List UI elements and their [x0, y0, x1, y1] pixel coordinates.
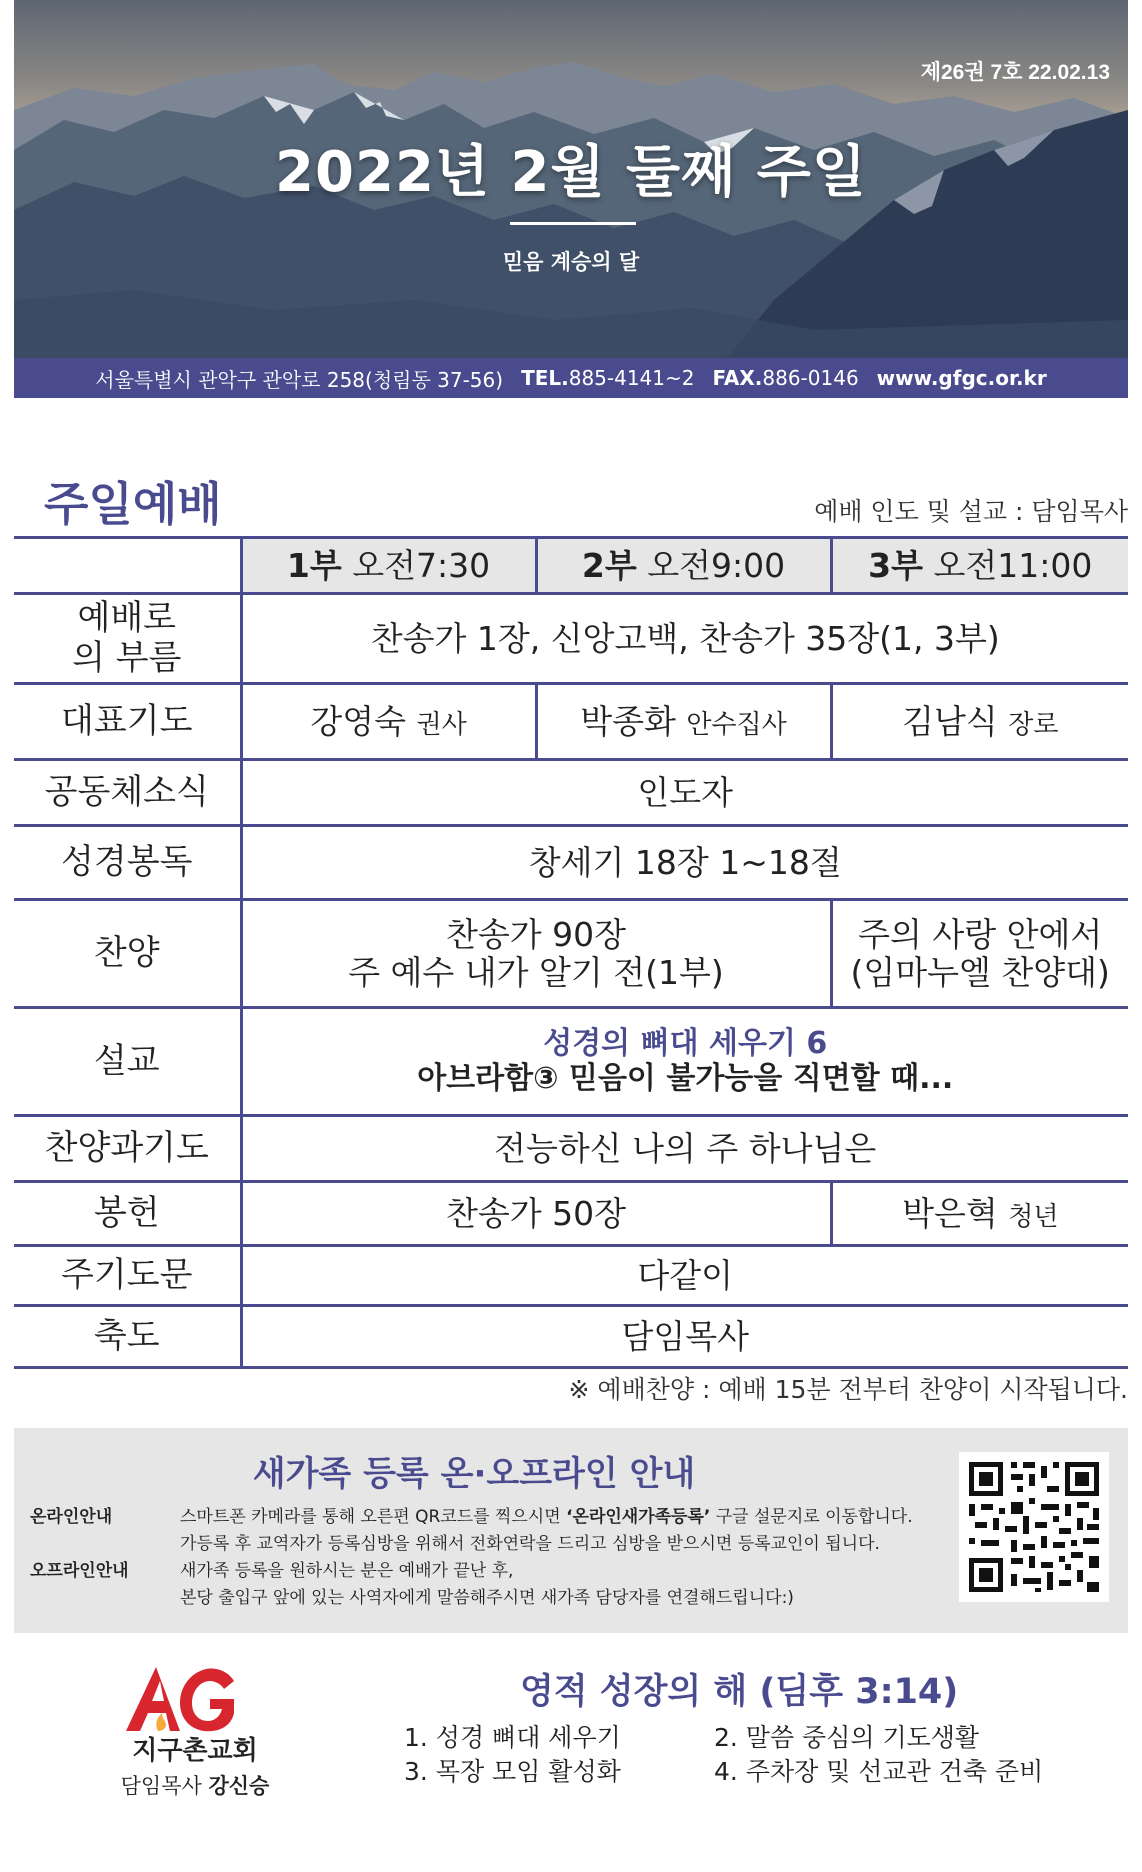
praise-and-prayer: 전능하신 나의 주 하나님은: [241, 1116, 1128, 1182]
service-3: 3부 오전11:00: [831, 538, 1128, 594]
praise-hymn: 찬송가 90장 주 예수 내가 알기 전(1부): [241, 900, 831, 1008]
offline-text: 새가족 등록을 원하시는 분은 예배가 끝난 후, 본당 출입구 앞에 있는 사역자에게 말씀해주시면 새가족 담당자를 연결해드립니다:): [180, 1561, 794, 1608]
table-row: [14, 900, 1128, 1008]
church-fax: FAX.886-0146: [712, 366, 859, 390]
call-to-worship: 찬송가 1장, 신앙고백, 찬송가 35장(1, 3부): [241, 594, 1128, 684]
offline-label: 오프라인안내: [30, 1561, 129, 1581]
goal-item: 2. 말씀 중심의 기도생활: [714, 1723, 980, 1752]
row-label-benediction: 축도: [14, 1306, 241, 1368]
page-subtitle: 믿음 계승의 달: [502, 250, 640, 274]
church-address: 서울특별시 관악구 관악로 258(청림동 37-56): [95, 367, 504, 392]
row-label-lords-prayer: 주기도문: [14, 1246, 241, 1306]
lords-prayer: 다같이: [241, 1246, 1128, 1306]
table-row: [14, 760, 1128, 826]
section-title: 주일예배: [44, 477, 222, 531]
church-phone: TEL.885-4141~2: [521, 366, 695, 390]
row-label-scripture: 성경봉독: [14, 826, 241, 900]
issue-number: 제26권 7호 22.02.13: [920, 61, 1110, 84]
row-label-community: 공동체소식: [14, 760, 241, 826]
row-label-sermon: 설교: [14, 1008, 241, 1116]
service-1: 1부 오전7:30: [241, 538, 536, 594]
row-label-call: 예배로의 부름: [14, 594, 241, 684]
table-row: [14, 1182, 1128, 1246]
qr-code[interactable]: [959, 1452, 1109, 1602]
table-row: [14, 684, 1128, 760]
table-row: [14, 1306, 1128, 1368]
table-row: [14, 1246, 1128, 1306]
table-row: [14, 1008, 1128, 1116]
community-news: 인도자: [241, 760, 1128, 826]
offering-hymn: 찬송가 50장: [241, 1182, 831, 1246]
title-divider: [510, 222, 636, 225]
benediction: 담임목사: [241, 1306, 1128, 1368]
prayer-leader-1: 강영숙 권사: [241, 684, 536, 760]
year-goal-title: 영적 성장의 해 (딤후 3:14): [520, 1672, 959, 1712]
offline-info: [30, 1558, 970, 1612]
service-time-row: [14, 538, 1128, 594]
table-row: [14, 826, 1128, 900]
row-label-prayer: 대표기도: [14, 684, 241, 760]
prayer-leader-3: 김남식 장로: [831, 684, 1128, 760]
table-corner: [14, 538, 241, 594]
online-label: 온라인안내: [30, 1507, 113, 1527]
sermon-title: 성경의 뼈대 세우기 6: [543, 1026, 828, 1061]
worship-order-table: [14, 536, 1128, 1369]
praise-footnote: ※ 예배찬양 : 예배 15분 전부터 찬양이 시작됩니다.: [568, 1375, 1128, 1404]
row-label-praise-prayer: 찬양과기도: [14, 1116, 241, 1182]
registration-title: 새가족 등록 온·오프라인 안내: [252, 1454, 696, 1494]
row-label-offering: 봉헌: [14, 1182, 241, 1246]
row-label-praise: 찬양: [14, 900, 241, 1008]
senior-pastor: 담임목사 강신승: [120, 1774, 270, 1798]
church-name: 지구촌교회: [132, 1736, 258, 1766]
sermon: [241, 1008, 1128, 1116]
goal-item: 3. 목장 모임 활성화: [404, 1757, 621, 1786]
online-info: [30, 1504, 970, 1558]
table-row: [14, 1116, 1128, 1182]
offering-person: 박은혁 청년: [831, 1182, 1128, 1246]
page-title: 2022년 2월 둘째 주일: [275, 140, 867, 205]
scripture-reading: 창세기 18장 1~18절: [241, 826, 1128, 900]
prayer-leader-2: 박종화 안수집사: [536, 684, 831, 760]
table-row: [14, 594, 1128, 684]
praise-choir: 주의 사랑 안에서 (임마누엘 찬양대): [831, 900, 1128, 1008]
new-family-registration-box: [14, 1428, 1128, 1633]
service-2: 2부 오전9:00: [536, 538, 831, 594]
goal-item: 1. 성경 뼈대 세우기: [404, 1723, 621, 1752]
goal-item: 4. 주차장 및 선교관 건축 준비: [714, 1757, 1044, 1786]
contact-bar: [14, 358, 1128, 398]
leader-note: 예배 인도 및 설교 : 담임목사: [814, 497, 1128, 526]
sermon-subtitle: 아브라함③ 믿음이 불가능을 직면할 때...: [417, 1060, 954, 1096]
header-banner: [14, 0, 1128, 398]
church-website-link[interactable]: www.gfgc.or.kr: [876, 366, 1047, 390]
online-text: 스마트폰 카메라를 통해 오른편 QR코드를 찍으시면 ‘온라인새가족등록’ 구글 설문지로 이동합니다. 가등록 후 교역자가 등록심방을 위해서 전화연락을 드리고 심방을 받으시면 등록교인이 됩니다.: [180, 1507, 913, 1554]
